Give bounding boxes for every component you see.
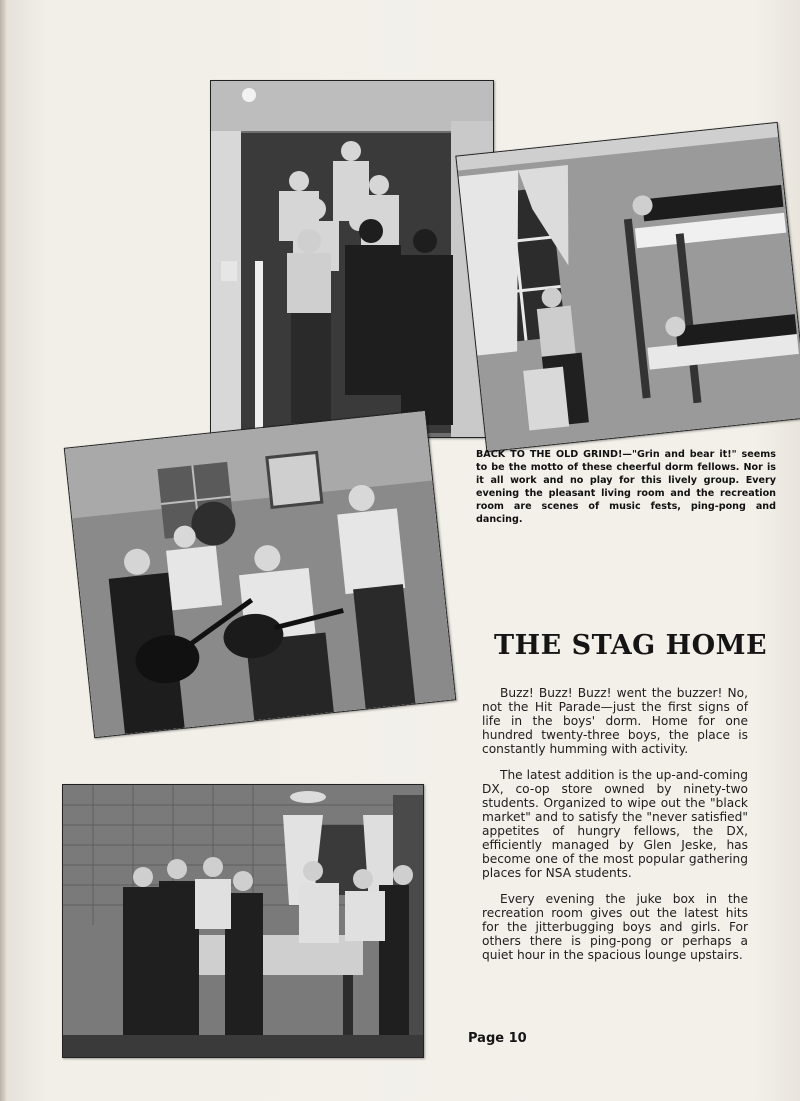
article-paragraph: Buzz! Buzz! Buzz! went the buzzer! No, not the Hit Parade—just the first signs of life in the boys' dorm. Home for one hundred twenty-three boys, the place is constantly humming with activity. bbox=[482, 686, 748, 756]
photo-guitar-players-icon bbox=[65, 411, 455, 737]
page-binding bbox=[0, 0, 6, 1101]
photo-boys-on-stairs bbox=[210, 80, 494, 438]
article-body bbox=[482, 686, 748, 974]
photo-pingpong-room bbox=[62, 784, 424, 1058]
photo-caption bbox=[476, 448, 776, 526]
article-paragraph: The latest addition is the up-and-coming DX, co-op store owned by ninety-two students. Organized to wipe out the "black market" and to satisfy the "never satisfied" appetites of hungry fellows, the DX, efficiently managed by Glen Jeske, has become one of the most popular gathering places for NSA students. bbox=[482, 768, 748, 880]
photo-bunk-beds bbox=[455, 122, 800, 452]
caption-text: "Grin and bear it!" seems to be the motto of these cheerful dorm fellows. Nor is it all work and no play for this lively group. Every evening the pleasant living room and the recreation room are scenes of music fests, ping-pong and dancing. bbox=[476, 449, 776, 525]
photo-bunk-beds-icon bbox=[456, 123, 800, 451]
page-number: Page 10 bbox=[468, 1031, 527, 1046]
caption-lead: BACK TO THE OLD GRIND!— bbox=[476, 449, 632, 460]
article-title: THE STAG HOME bbox=[494, 630, 768, 661]
photo-boys-on-stairs-icon bbox=[211, 81, 493, 437]
photo-guitar-players bbox=[64, 410, 457, 738]
article-paragraph: Every evening the juke box in the recreation room gives out the latest hits for the jitterbugging boys and girls. For others there is ping-pong or perhaps a quiet hour in the spacious lounge upstairs. bbox=[482, 892, 748, 962]
photo-pingpong-room-icon bbox=[63, 785, 423, 1057]
